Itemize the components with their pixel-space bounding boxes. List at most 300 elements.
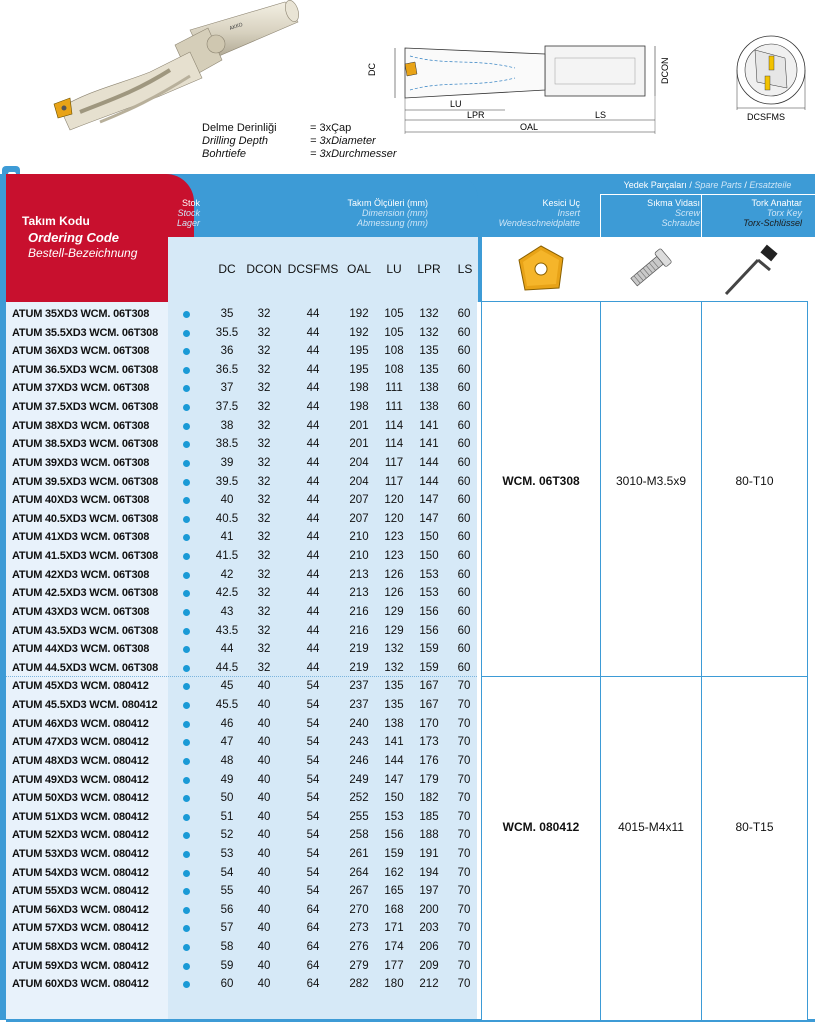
cell-dcon: 32 <box>257 475 271 488</box>
stock-dot-icon <box>183 870 190 877</box>
ordering-code: ATUM 45XD3 WCM. 080412 <box>12 680 149 693</box>
col-dcon: DCON <box>246 262 282 276</box>
cell-dcsfms: 44 <box>306 363 320 376</box>
cell-dcsfms: 64 <box>306 922 320 935</box>
cell-dcon: 40 <box>257 717 271 730</box>
cell-dc: 54 <box>220 866 234 879</box>
cell-lu: 114 <box>384 438 404 451</box>
cell-lpr: 147 <box>419 494 439 507</box>
cell-ls: 70 <box>457 810 471 823</box>
cell-oal: 219 <box>349 643 369 656</box>
cell-dc: 44 <box>220 643 234 656</box>
cell-dcon: 40 <box>257 792 271 805</box>
screw-de: Schraube <box>661 218 700 228</box>
cell-dc: 51 <box>220 810 234 823</box>
stock-dot-icon <box>183 516 190 523</box>
ordering-code: ATUM 47XD3 WCM. 080412 <box>12 736 149 749</box>
cell-oal: 213 <box>349 587 369 600</box>
cell-oal: 273 <box>349 922 369 935</box>
cell-dcon: 40 <box>257 829 271 842</box>
stock-dot-icon <box>183 665 190 672</box>
cell-ls: 70 <box>457 680 471 693</box>
key-code-group-2: 80-T15 <box>735 820 774 834</box>
cell-lu: 129 <box>384 605 404 618</box>
ordering-code: ATUM 37XD3 WCM. 06T308 <box>12 382 150 395</box>
cell-lpr: 209 <box>419 959 439 972</box>
cell-oal: 219 <box>349 661 369 674</box>
insert-code-group-1: WCM. 06T308 <box>502 474 580 488</box>
cell-ls: 60 <box>457 605 471 618</box>
cell-lu: 138 <box>384 717 404 730</box>
spare-parts-title: Yedek Parçaları / Spare Parts / Ersatzteile <box>623 180 792 190</box>
stock-dot-icon <box>183 851 190 858</box>
cell-dcsfms: 54 <box>306 699 320 712</box>
cell-lpr: 147 <box>419 512 439 525</box>
torx-key-tr: Tork Anahtar <box>751 198 802 208</box>
cell-lu: 135 <box>384 680 404 693</box>
cell-dcon: 40 <box>257 773 271 786</box>
cell-dcon: 32 <box>257 456 271 469</box>
cell-dcon: 40 <box>257 866 271 879</box>
cell-dcon: 32 <box>257 624 271 637</box>
cell-lpr: 132 <box>419 308 439 320</box>
cell-lu: 132 <box>384 661 404 674</box>
cell-dc: 50 <box>220 792 234 805</box>
cell-lpr: 141 <box>419 438 439 451</box>
cell-oal: 267 <box>349 885 369 898</box>
cell-lpr: 191 <box>419 847 439 860</box>
ordering-code-en: Ordering Code <box>28 230 120 245</box>
cell-lu: 129 <box>384 624 404 637</box>
stock-dot-icon <box>183 777 190 784</box>
cell-oal: 216 <box>349 624 369 637</box>
cell-lu: 126 <box>384 587 404 600</box>
cell-ls: 60 <box>457 456 471 469</box>
col-lpr: LPR <box>417 262 441 276</box>
cell-ls: 60 <box>457 494 471 507</box>
col-dcsfms: DCSFMS <box>287 262 339 276</box>
cell-lpr: 138 <box>419 382 439 395</box>
cell-dcsfms: 44 <box>306 438 320 451</box>
cell-oal: 279 <box>349 959 369 972</box>
brand-mark: AKKO <box>228 21 244 32</box>
cell-lpr: 153 <box>419 587 439 600</box>
dcon-label: DCON <box>660 57 670 84</box>
cell-lu: 171 <box>384 922 404 935</box>
cell-ls: 70 <box>457 922 471 935</box>
cell-dcon: 32 <box>257 531 271 544</box>
cell-oal: 195 <box>349 363 369 376</box>
screw-code-group-1: 3010-M3.5x9 <box>615 474 687 488</box>
group-separator <box>6 676 477 677</box>
cell-dcon: 32 <box>257 661 271 674</box>
cell-ls: 60 <box>457 550 471 563</box>
stock-dot-icon <box>183 367 190 374</box>
cell-oal: 204 <box>349 475 369 488</box>
cell-ls: 60 <box>457 401 471 414</box>
cell-dcsfms: 54 <box>306 754 320 767</box>
cell-dcsfms: 44 <box>306 605 320 618</box>
cell-dcsfms: 54 <box>306 866 320 879</box>
cell-dcsfms: 44 <box>306 550 320 563</box>
screw-code-group-2: 4015-M4x11 <box>618 820 684 834</box>
cell-lpr: 179 <box>419 773 439 786</box>
cell-lu: 141 <box>384 736 404 749</box>
cell-dcon: 40 <box>257 680 271 693</box>
cell-dc: 36 <box>220 345 234 358</box>
cell-dc: 37.5 <box>215 401 239 414</box>
cell-dcsfms: 44 <box>306 624 320 637</box>
cell-dcon: 32 <box>257 494 271 507</box>
cell-lpr: 144 <box>419 475 439 488</box>
cell-ls: 60 <box>457 512 471 525</box>
cell-dcsfms: 54 <box>306 829 320 842</box>
cell-dc: 42 <box>220 568 234 581</box>
cell-dcon: 32 <box>257 605 271 618</box>
screw-icon <box>620 242 680 298</box>
ordering-code: ATUM 38XD3 WCM. 06T308 <box>12 419 150 432</box>
stock-dot-icon <box>183 721 190 728</box>
cell-lpr: 182 <box>419 792 439 805</box>
ordering-code: ATUM 57XD3 WCM. 080412 <box>12 922 149 935</box>
dimension-de: Abmessung (mm) <box>356 218 428 228</box>
cell-lpr: 167 <box>419 699 439 712</box>
cell-dcsfms: 44 <box>306 308 320 320</box>
cell-ls: 60 <box>457 475 471 488</box>
ordering-code: ATUM 56XD3 WCM. 080412 <box>12 903 149 916</box>
ordering-code: ATUM 35.5XD3 WCM. 06T308 <box>12 326 158 339</box>
cell-ls: 70 <box>457 699 471 712</box>
cell-lu: 168 <box>384 903 404 916</box>
cell-lpr: 141 <box>419 419 439 432</box>
cell-dcsfms: 54 <box>306 773 320 786</box>
cell-dc: 44.5 <box>215 661 239 674</box>
cell-dc: 39.5 <box>215 475 239 488</box>
ordering-code: ATUM 39.5XD3 WCM. 06T308 <box>12 475 158 488</box>
cell-dc: 55 <box>220 885 234 898</box>
cell-dcon: 32 <box>257 550 271 563</box>
cell-dcsfms: 54 <box>306 680 320 693</box>
cell-dcsfms: 44 <box>306 643 320 656</box>
stock-dot-icon <box>183 311 190 318</box>
cell-dcon: 40 <box>257 699 271 712</box>
cell-lpr: 135 <box>419 345 439 358</box>
cell-lpr: 185 <box>419 810 439 823</box>
screw-tr: Sıkma Vidası <box>647 198 700 208</box>
cell-dc: 38.5 <box>215 438 239 451</box>
ls-label: LS <box>595 110 607 120</box>
cell-lu: 126 <box>384 568 404 581</box>
cell-ls: 70 <box>457 736 471 749</box>
cell-dcon: 40 <box>257 922 271 935</box>
cell-ls: 70 <box>457 829 471 842</box>
cell-lpr: 203 <box>419 922 439 935</box>
cell-dc: 53 <box>220 847 234 860</box>
ordering-code: ATUM 38.5XD3 WCM. 06T308 <box>12 438 158 451</box>
cell-lu: 114 <box>384 419 404 432</box>
drill-photo <box>40 0 310 140</box>
cell-oal: 207 <box>349 512 369 525</box>
cell-dcon: 32 <box>257 345 271 358</box>
ordering-code: ATUM 60XD3 WCM. 080412 <box>12 978 149 991</box>
stock-dot-icon <box>183 460 190 467</box>
cell-dcsfms: 54 <box>306 810 320 823</box>
ordering-code: ATUM 55XD3 WCM. 080412 <box>12 885 149 898</box>
cell-lpr: 188 <box>419 829 439 842</box>
cell-dc: 41.5 <box>215 550 239 563</box>
cell-lpr: 212 <box>419 978 439 991</box>
insert-tr: Kesici Uç <box>542 198 580 208</box>
ordering-code: ATUM 44.5XD3 WCM. 06T308 <box>12 661 158 674</box>
ordering-code: ATUM 53XD3 WCM. 080412 <box>12 847 149 860</box>
dimension-tr: Takım Ölçüleri (mm) <box>347 198 428 208</box>
cell-lu: 159 <box>384 847 404 860</box>
cell-lu: 123 <box>384 550 404 563</box>
stock-dot-icon <box>183 702 190 709</box>
ordering-code: ATUM 36.5XD3 WCM. 06T308 <box>12 363 158 376</box>
cell-dcon: 32 <box>257 512 271 525</box>
stock-dot-icon <box>183 330 190 337</box>
cell-lpr: 159 <box>419 661 439 674</box>
ordering-code-tr: Takım Kodu <box>22 214 90 228</box>
cell-dcon: 32 <box>257 308 271 320</box>
cell-lu: 153 <box>384 810 404 823</box>
cell-oal: 261 <box>349 847 369 860</box>
cell-lu: 174 <box>384 941 404 954</box>
cell-ls: 70 <box>457 847 471 860</box>
cell-ls: 60 <box>457 531 471 544</box>
cell-dc: 36.5 <box>215 363 239 376</box>
cell-dc: 46 <box>220 717 234 730</box>
cell-oal: 195 <box>349 345 369 358</box>
cell-lu: 111 <box>385 382 403 395</box>
ordering-code: ATUM 48XD3 WCM. 080412 <box>12 754 149 767</box>
cell-ls: 70 <box>457 773 471 786</box>
cell-ls: 70 <box>457 792 471 805</box>
cell-ls: 60 <box>457 624 471 637</box>
cell-ls: 70 <box>457 903 471 916</box>
cell-dcsfms: 44 <box>306 494 320 507</box>
ordering-code: ATUM 46XD3 WCM. 080412 <box>12 717 149 730</box>
cell-lpr: 153 <box>419 568 439 581</box>
cell-lpr: 138 <box>419 401 439 414</box>
cell-ls: 60 <box>457 308 471 320</box>
cell-dcon: 40 <box>257 810 271 823</box>
cell-ls: 60 <box>457 661 471 674</box>
cell-dcsfms: 44 <box>306 456 320 469</box>
ordering-code: ATUM 41.5XD3 WCM. 06T308 <box>12 550 158 563</box>
ordering-code: ATUM 45.5XD3 WCM. 080412 <box>12 699 158 712</box>
cell-lpr: 156 <box>419 624 439 637</box>
torx-key-icon <box>718 242 780 300</box>
cell-dcsfms: 44 <box>306 382 320 395</box>
cell-dcsfms: 44 <box>306 661 320 674</box>
cell-lpr: 150 <box>419 550 439 563</box>
cell-ls: 60 <box>457 438 471 451</box>
cell-dcsfms: 44 <box>306 475 320 488</box>
insert-wcm-icon <box>517 244 565 294</box>
ordering-code: ATUM 43XD3 WCM. 06T308 <box>12 605 150 618</box>
ordering-code: ATUM 52XD3 WCM. 080412 <box>12 829 149 842</box>
cell-dc: 47 <box>220 736 234 749</box>
cell-lu: 108 <box>384 363 404 376</box>
ordering-code: ATUM 58XD3 WCM. 080412 <box>12 941 149 954</box>
ordering-code: ATUM 42.5XD3 WCM. 06T308 <box>12 587 158 600</box>
cell-oal: 216 <box>349 605 369 618</box>
cell-ls: 70 <box>457 941 471 954</box>
stock-dot-icon <box>183 479 190 486</box>
cell-oal: 282 <box>349 978 369 991</box>
cell-ls: 60 <box>457 419 471 432</box>
cell-dc: 56 <box>220 903 234 916</box>
stock-tr: Stok <box>181 198 200 208</box>
col-oal: OAL <box>346 262 371 276</box>
cell-dc: 60 <box>220 978 234 991</box>
cell-oal: 201 <box>349 438 369 451</box>
stock-dot-icon <box>183 628 190 635</box>
cell-dcsfms: 44 <box>306 512 320 525</box>
insert-code-group-2: WCM. 080412 <box>502 820 580 834</box>
dimension-en: Dimension (mm) <box>361 208 428 218</box>
cell-lpr: 197 <box>419 885 439 898</box>
cell-oal: 255 <box>349 810 369 823</box>
cell-dcon: 32 <box>257 419 271 432</box>
cell-ls: 70 <box>457 866 471 879</box>
cell-ls: 70 <box>457 885 471 898</box>
cell-lu: 120 <box>384 512 404 525</box>
section-view-diagram <box>725 28 815 138</box>
cell-ls: 60 <box>457 568 471 581</box>
cell-oal: 243 <box>349 736 369 749</box>
cell-lpr: 159 <box>419 643 439 656</box>
cell-dcsfms: 44 <box>306 568 320 581</box>
cell-oal: 264 <box>349 866 369 879</box>
cell-dc: 39 <box>220 456 234 469</box>
cell-dc: 43.5 <box>215 624 239 637</box>
cell-dc: 42.5 <box>215 587 239 600</box>
cell-lpr: 150 <box>419 531 439 544</box>
cell-dcon: 40 <box>257 885 271 898</box>
cell-dcon: 32 <box>257 382 271 395</box>
cell-oal: 204 <box>349 456 369 469</box>
cell-lpr: 194 <box>419 866 439 879</box>
cell-dcsfms: 44 <box>306 419 320 432</box>
cell-dcsfms: 54 <box>306 792 320 805</box>
cell-dcon: 32 <box>257 401 271 414</box>
cell-dcon: 32 <box>257 326 271 339</box>
cell-dc: 45.5 <box>215 699 239 712</box>
cell-dc: 37 <box>220 382 234 395</box>
cell-lpr: 173 <box>419 736 439 749</box>
cell-dcon: 32 <box>257 363 271 376</box>
ordering-code: ATUM 36XD3 WCM. 06T308 <box>12 345 150 358</box>
cell-dc: 41 <box>220 531 234 544</box>
ordering-code: ATUM 51XD3 WCM. 080412 <box>12 810 149 823</box>
cell-oal: 201 <box>349 419 369 432</box>
insert-de: Wendeschneidplatte <box>498 218 580 228</box>
cell-dcon: 40 <box>257 978 271 991</box>
cell-dc: 49 <box>220 773 234 786</box>
cell-dcon: 40 <box>257 903 271 916</box>
stock-dot-icon <box>183 907 190 914</box>
cell-dc: 52 <box>220 829 234 842</box>
cell-lpr: 176 <box>419 754 439 767</box>
ordering-code: ATUM 43.5XD3 WCM. 06T308 <box>12 624 158 637</box>
ordering-code: ATUM 37.5XD3 WCM. 06T308 <box>12 401 158 414</box>
cell-ls: 60 <box>457 363 471 376</box>
cell-dcon: 32 <box>257 568 271 581</box>
cell-lu: 150 <box>384 792 404 805</box>
cell-dc: 35.5 <box>215 326 239 339</box>
lu-label: LU <box>450 99 462 109</box>
insert-en: Insert <box>557 208 580 218</box>
dc-label: DC <box>367 63 377 76</box>
spare-parts-panel <box>482 302 807 1020</box>
cell-dcon: 32 <box>257 587 271 600</box>
col-dc: DC <box>218 262 236 276</box>
oal-label: OAL <box>520 122 539 132</box>
cell-lu: 117 <box>384 475 404 488</box>
cell-lpr: 206 <box>419 941 439 954</box>
cell-oal: 276 <box>349 941 369 954</box>
cell-dcsfms: 64 <box>306 959 320 972</box>
stock-dot-icon <box>183 553 190 560</box>
screw-en: Screw <box>674 208 700 218</box>
cell-oal: 198 <box>349 382 369 395</box>
cell-oal: 207 <box>349 494 369 507</box>
ordering-code: ATUM 42XD3 WCM. 06T308 <box>12 568 150 581</box>
ordering-code: ATUM 54XD3 WCM. 080412 <box>12 866 149 879</box>
col-ls: LS <box>457 262 473 276</box>
cell-dcsfms: 44 <box>306 401 320 414</box>
cell-oal: 246 <box>349 754 369 767</box>
cell-dcsfms: 54 <box>306 736 320 749</box>
lpr-label: LPR <box>467 110 485 120</box>
cell-dcon: 40 <box>257 941 271 954</box>
cell-oal: 198 <box>349 401 369 414</box>
cell-dc: 43 <box>220 605 234 618</box>
cell-oal: 252 <box>349 792 369 805</box>
cell-dcsfms: 54 <box>306 885 320 898</box>
stock-de: Lager <box>176 218 200 228</box>
cell-ls: 70 <box>457 754 471 767</box>
cell-dcon: 32 <box>257 438 271 451</box>
ordering-code: ATUM 41XD3 WCM. 06T308 <box>12 531 150 544</box>
cell-oal: 213 <box>349 568 369 581</box>
cell-dc: 58 <box>220 941 234 954</box>
cell-dcsfms: 44 <box>306 326 320 339</box>
cell-ls: 70 <box>457 959 471 972</box>
cell-lpr: 156 <box>419 605 439 618</box>
cell-dcsfms: 44 <box>306 345 320 358</box>
stock-dot-icon <box>183 572 190 579</box>
stock-dot-icon <box>183 814 190 821</box>
cell-ls: 60 <box>457 326 471 339</box>
cell-lu: 111 <box>385 401 403 414</box>
cell-dcon: 32 <box>257 643 271 656</box>
ordering-code: ATUM 49XD3 WCM. 080412 <box>12 773 149 786</box>
cell-dcsfms: 44 <box>306 587 320 600</box>
cell-dc: 45 <box>220 680 234 693</box>
cell-lu: 117 <box>384 456 404 469</box>
cell-lu: 135 <box>384 699 404 712</box>
stock-dot-icon <box>183 758 190 765</box>
cell-lu: 180 <box>384 978 404 991</box>
cell-lpr: 132 <box>419 326 439 339</box>
cell-oal: 192 <box>349 308 369 320</box>
cell-lu: 120 <box>384 494 404 507</box>
cell-lu: 105 <box>384 326 404 339</box>
